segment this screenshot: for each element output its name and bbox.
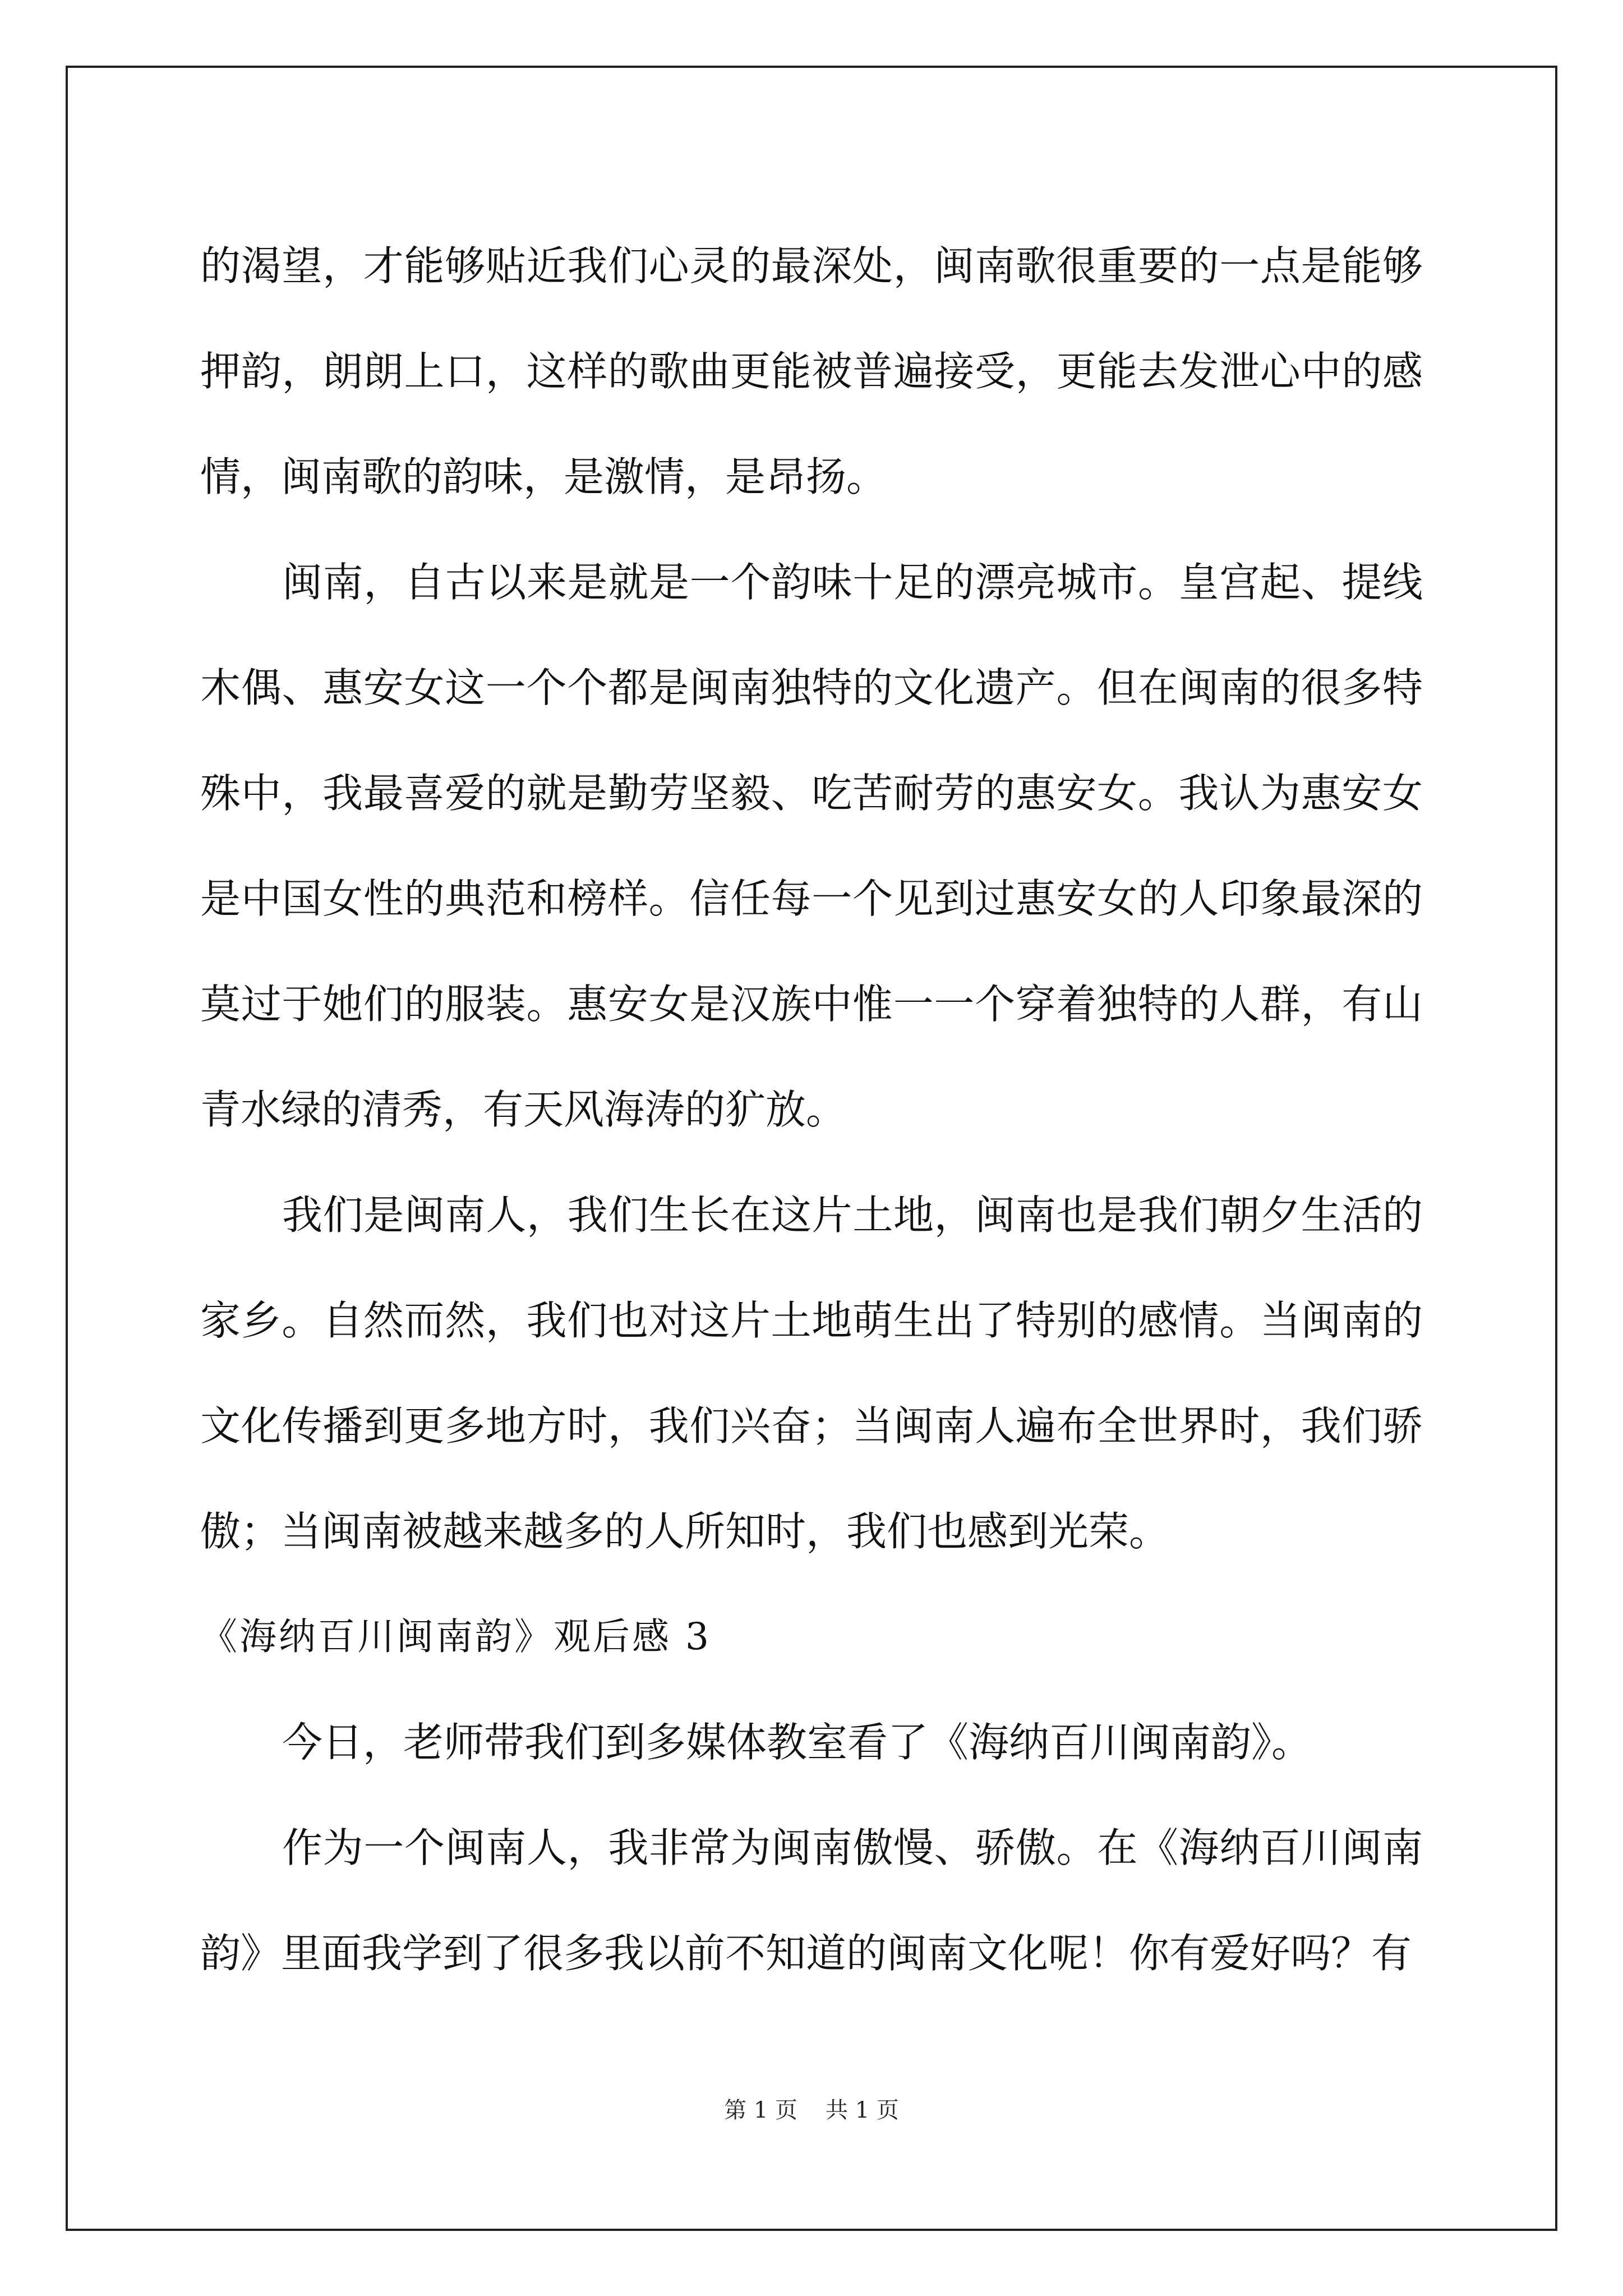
document-body: [200, 213, 1423, 2006]
paragraph-5: 作为一个闽南人，我非常为闽南傲慢、骄傲。在《海纳百川闽南韵》里面我学到了很多我以前不知道的闽南文化呢！你有爱好吗？有: [200, 1824, 1423, 1977]
paragraph-4: 今日，老师带我们到多媒体教室看了《海纳百川闽南韵》。: [282, 1719, 1312, 1766]
paragraph-1: 的渴望，才能够贴近我们心灵的最深处，闽南歌很重要的一点是能够押韵，朗朗上口，这样的歌曲更能被普遍接受，更能去发泄心中的感情，闽南歌的韵味，是激情，是昂扬。: [200, 242, 1423, 500]
page-total: 共 1 页: [826, 2097, 899, 2123]
page-number: 第 1 页: [724, 2097, 797, 2123]
paragraph-2: 闽南，自古以来是就是一个韵味十足的漂亮城市。皇宫起、提线木偶、惠安女这一个个都是闽南独特的文化遗产。但在闽南的很多特殊中，我最喜爱的就是勤劳坚毅、吃苦耐劳的惠安女。我认为惠安女是中国女性的典范和榜样。信任每一个见到过惠安女的人印象最深的莫过于她们的服装。惠安女是汉族中惟一一个穿着独特的人群，有山青水绿的清秀，有天风海涛的犷放。: [200, 559, 1423, 1133]
section-heading: 《海纳百川闽南韵》观后感 3: [200, 1615, 711, 1658]
page-footer: [0, 2093, 1623, 2127]
paragraph-3: 我们是闽南人，我们生长在这片土地，闽南也是我们朝夕生活的家乡。自然而然，我们也对这片土地萌生出了特别的感情。当闽南的文化传播到更多地方时，我们兴奋；当闽南人遍布全世界时，我们骄傲；当闽南被越来越多的人所知时，我们也感到光荣。: [200, 1191, 1423, 1555]
